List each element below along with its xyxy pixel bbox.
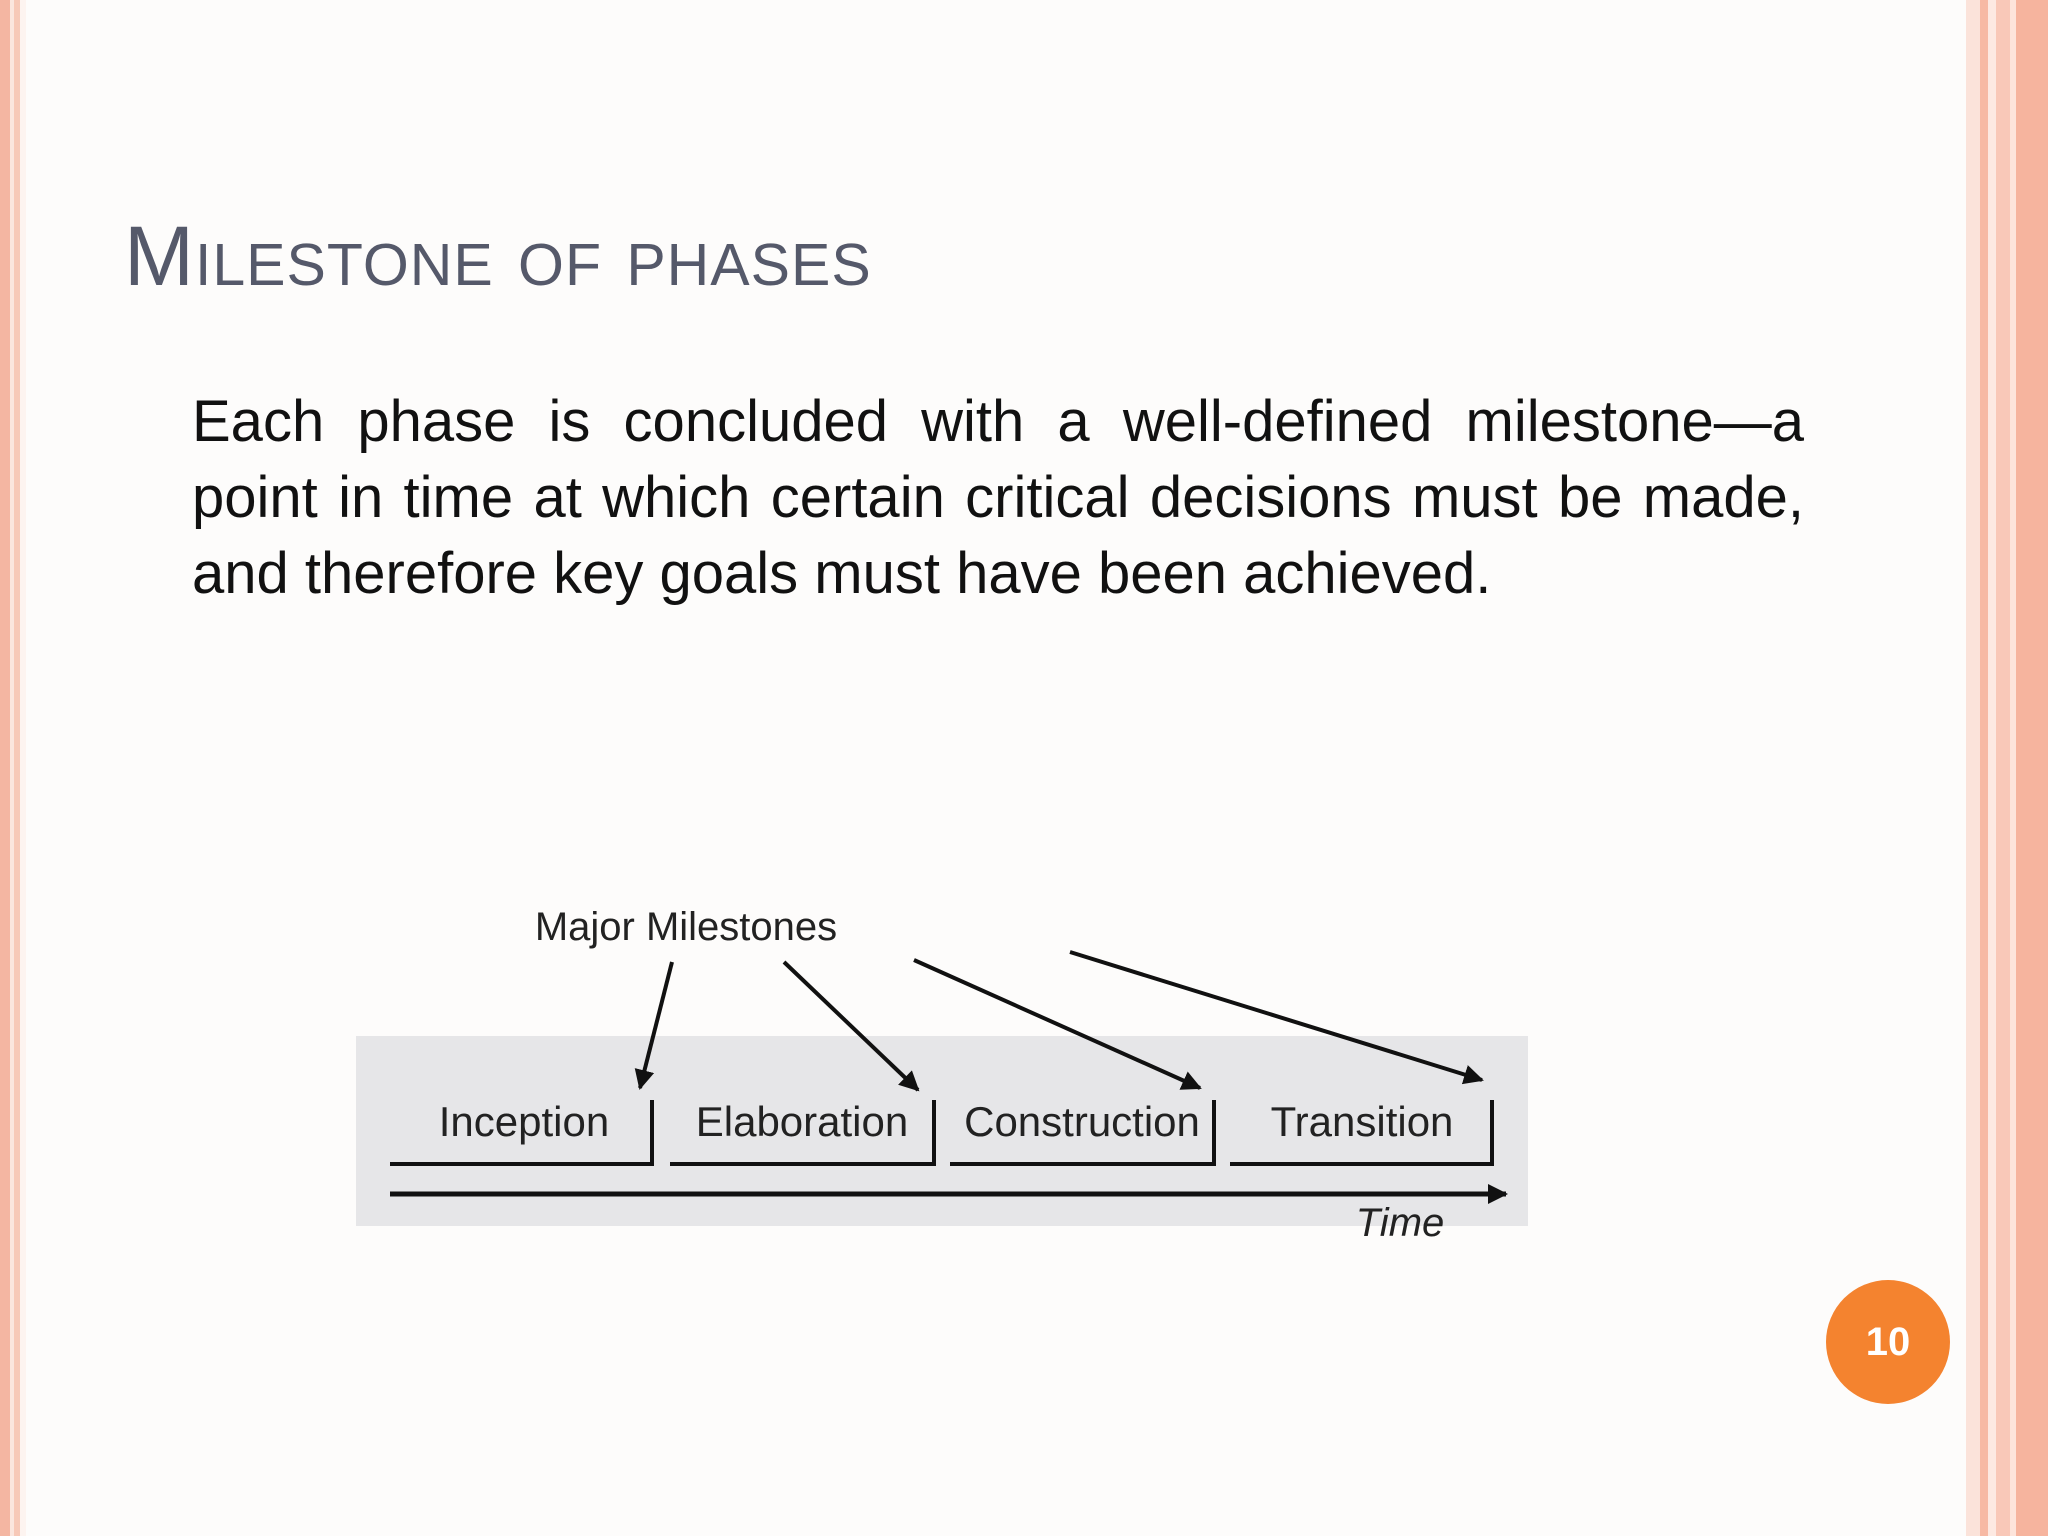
phases-diagram-svg xyxy=(356,906,1532,1262)
time-axis-label: Time xyxy=(1355,1201,1445,1245)
phase-label-construction: Construction xyxy=(964,1098,1200,1145)
page-number-badge: 10 xyxy=(1826,1280,1950,1404)
right-border-decoration xyxy=(1966,0,2048,1536)
slide-title: Milestone of phases xyxy=(124,209,872,303)
left-border-decoration xyxy=(0,0,26,1536)
phase-label-transition: Transition xyxy=(1270,1098,1454,1145)
major-milestones-label: Major Milestones xyxy=(534,906,838,949)
phase-label-elaboration: Elaboration xyxy=(695,1098,909,1145)
phase-label-inception: Inception xyxy=(438,1098,610,1145)
phases-milestones-figure xyxy=(356,906,1532,1262)
slide-body-text: Each phase is concluded with a well-defined milestone—a point in time at which certain critical decisions must be made, and therefore key goals must have been achieved. xyxy=(192,389,1804,606)
